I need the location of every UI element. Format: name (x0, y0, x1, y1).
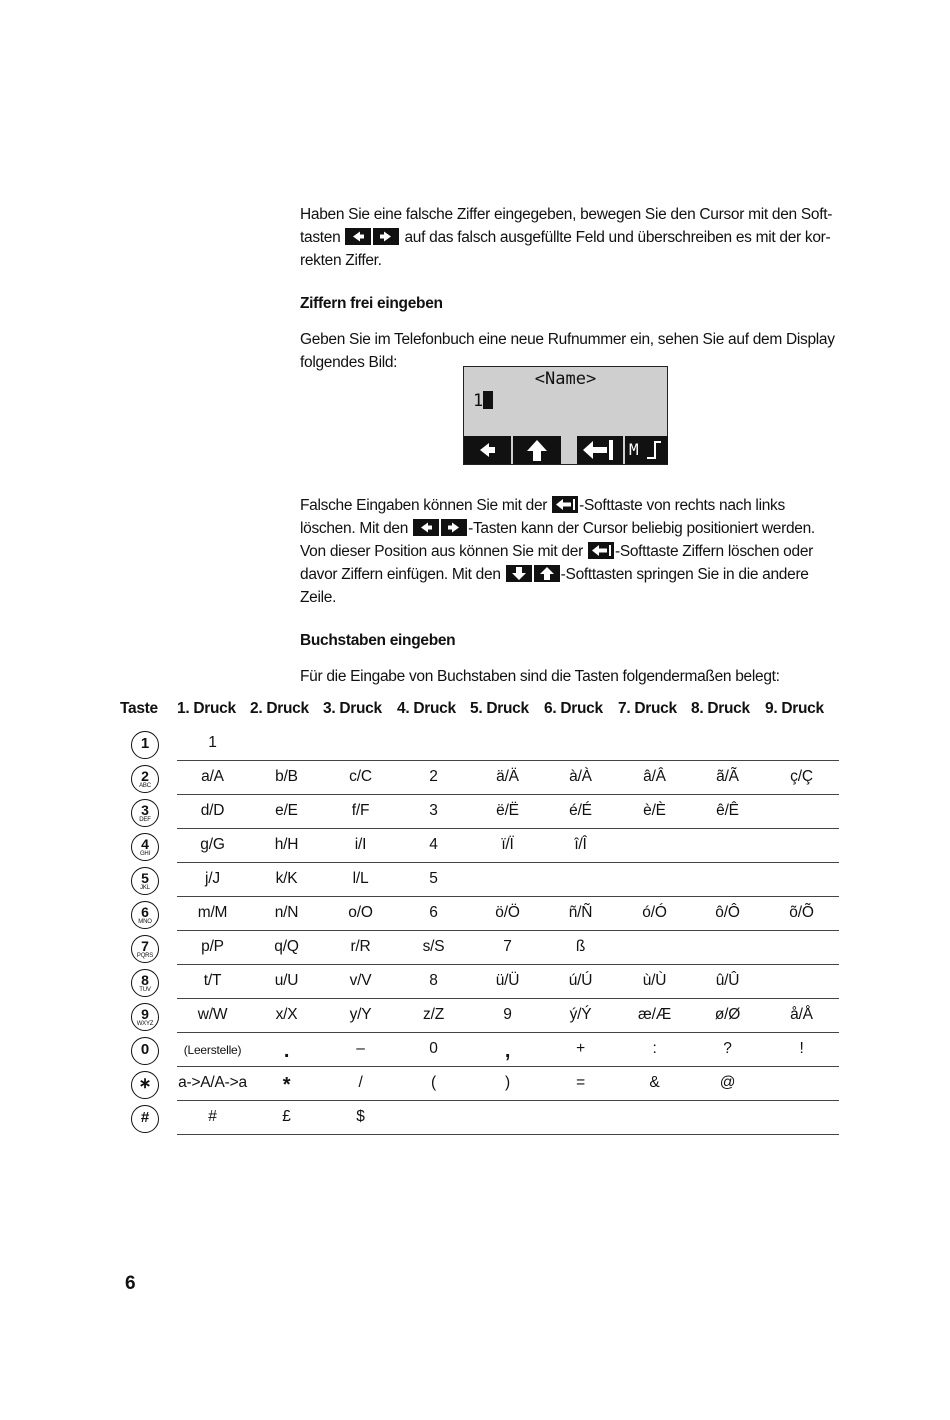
row-divider (177, 1134, 839, 1135)
table-cell: n/N (274, 904, 299, 921)
text-line: Geben Sie im Telefonbuch eine neue Rufnummer ein, sehen Sie auf dem Display (300, 331, 835, 348)
backspace-softkey-icon (588, 542, 614, 559)
table-cell: ß (575, 938, 586, 955)
table-cell: j/J (205, 870, 220, 887)
table-cell: ú/Ú (568, 972, 593, 989)
table-cell: û/Û (715, 972, 740, 989)
key-7-icon: 7 PQRS (131, 935, 159, 963)
key-10-icon: 0 (131, 1037, 159, 1065)
table-cell: d/D (200, 802, 225, 819)
row-divider (177, 998, 839, 999)
table-cell: 2 (429, 768, 438, 785)
table-cell: * (282, 1074, 291, 1096)
heading-buchstaben: Buchstaben eingeben (300, 632, 456, 649)
display-up-arrow-icon (513, 436, 561, 464)
left-arrow-softkey-icon (413, 519, 439, 536)
right-arrow-softkey-icon (373, 228, 399, 245)
table-cell: 3 (429, 802, 438, 819)
backspace-softkey-icon (552, 496, 578, 513)
table-cell: h/H (274, 836, 299, 853)
table-cell: ! (799, 1040, 804, 1057)
key-5-icon: 5 JKL (131, 867, 159, 895)
display-menu-key: M (625, 436, 668, 464)
cursor-block (483, 391, 493, 409)
table-cell: . (283, 1040, 290, 1062)
paragraph-cursor-intro (300, 203, 845, 272)
table-header: 8. Druck (691, 700, 750, 717)
table-cell: ä/Ä (496, 768, 519, 785)
table-cell: z/Z (423, 1006, 444, 1023)
text-line: folgendes Bild: (300, 354, 398, 371)
key-9-icon: 9 WXYZ (131, 1003, 159, 1031)
paragraph-letters-intro: Für die Eingabe von Buchstaben sind die Tasten folgendermaßen belegt: (300, 668, 780, 685)
table-cell: m/M (197, 904, 228, 921)
table-header: 3. Druck (323, 700, 382, 717)
table-cell: r/R (350, 938, 371, 955)
table-cell: + (576, 1040, 585, 1057)
table-cell: 0 (429, 1040, 438, 1057)
table-cell: o/O (348, 904, 373, 921)
table-cell: g/G (200, 836, 225, 853)
table-cell: 7 (503, 938, 512, 955)
up-arrow-softkey-icon (534, 565, 560, 582)
display-backspace-icon (577, 436, 623, 464)
key-4-icon: 4 GHI (131, 833, 159, 861)
table-cell: 6 (429, 904, 438, 921)
display-left-arrow-icon (464, 436, 511, 464)
text-line: davor Ziffern einfügen. Mit den -Softtasten springen Sie in die andere (300, 566, 809, 583)
table-cell: ê/Ê (716, 802, 739, 819)
key-12-icon: # (131, 1105, 159, 1133)
table-cell: ã/Ã (716, 768, 739, 785)
table-cell: x/X (275, 1006, 298, 1023)
table-cell: ñ/Ñ (568, 904, 593, 921)
table-cell: 4 (429, 836, 438, 853)
table-cell: t/T (203, 972, 222, 989)
table-cell: u/U (274, 972, 299, 989)
text-line: Zeile. (300, 589, 337, 606)
row-divider (177, 862, 839, 863)
text-line: Von dieser Position aus können Sie mit der -Softtaste Ziffern löschen oder (300, 543, 814, 560)
key-1-icon: 1 (131, 731, 159, 759)
table-cell: b/B (275, 768, 298, 785)
table-cell: â/Â (643, 768, 666, 785)
table-cell: = (576, 1074, 585, 1091)
row-divider (177, 760, 839, 761)
table-cell: / (358, 1074, 363, 1091)
table-cell: p/P (201, 938, 224, 955)
table-header: 1. Druck (177, 700, 236, 717)
row-divider (177, 1100, 839, 1101)
display-softkey-bar (464, 436, 667, 464)
table-cell: q/Q (274, 938, 299, 955)
row-divider (177, 930, 839, 931)
text-line: löschen. Mit den -Tasten kann der Cursor beliebig positioniert werden. (300, 520, 815, 537)
heading-ziffern: Ziffern frei eingeben (300, 295, 443, 312)
table-cell: & (649, 1074, 660, 1091)
table-header: 4. Druck (397, 700, 456, 717)
table-cell: ë/Ë (496, 802, 519, 819)
table-cell: ö/Ö (495, 904, 520, 921)
table-cell: õ/Õ (789, 904, 814, 921)
table-cell: $ (356, 1108, 365, 1125)
text-line: tasten auf das falsch ausgefüllte Feld und überschreiben es mit der kor- (300, 229, 831, 246)
row-divider (177, 794, 839, 795)
table-cell: ù/Ù (642, 972, 667, 989)
table-cell: : (652, 1040, 657, 1057)
table-cell: @ (719, 1074, 736, 1091)
table-cell: w/W (197, 1006, 228, 1023)
table-cell: l/L (352, 870, 369, 887)
row-divider (177, 896, 839, 897)
table-cell: ó/Ó (642, 904, 667, 921)
row-divider (177, 964, 839, 965)
row-divider (177, 1066, 839, 1067)
key-6-icon: 6 MNO (131, 901, 159, 929)
table-cell: , (504, 1040, 511, 1062)
table-cell: s/S (422, 938, 445, 955)
text-line: Falsche Eingaben können Sie mit der -Softtaste von rechts nach links (300, 497, 785, 514)
table-cell: î/Î (574, 836, 587, 853)
table-cell: ü/Ü (495, 972, 520, 989)
key-3-icon: 3 DEF (131, 799, 159, 827)
table-cell: ) (505, 1074, 510, 1091)
table-cell: # (208, 1108, 217, 1125)
table-cell: è/È (643, 802, 666, 819)
table-cell: v/V (349, 972, 372, 989)
paragraph-correction (300, 494, 845, 609)
key-11-icon: ∗ (131, 1071, 159, 1099)
table-cell: 1 (208, 734, 217, 751)
table-header: 7. Druck (618, 700, 677, 717)
table-cell: k/K (275, 870, 298, 887)
table-cell: å/Å (790, 1006, 813, 1023)
table-cell: ô/Ô (715, 904, 740, 921)
table-cell: ç/Ç (790, 768, 813, 785)
left-arrow-softkey-icon (345, 228, 371, 245)
down-arrow-softkey-icon (506, 565, 532, 582)
table-cell: ( (431, 1074, 436, 1091)
page-number: 6 (125, 1273, 136, 1294)
phone-display (463, 366, 668, 465)
table-cell: à/À (569, 768, 592, 785)
table-cell: e/E (275, 802, 298, 819)
text-line: rekten Ziffer. (300, 252, 382, 269)
table-cell: é/É (569, 802, 592, 819)
table-header: 5. Druck (470, 700, 529, 717)
row-divider (177, 1032, 839, 1033)
table-cell: 9 (503, 1006, 512, 1023)
text-line: Haben Sie eine falsche Ziffer eingegeben, bewegen Sie den Cursor mit den Soft- (300, 206, 833, 223)
table-cell: ï/Ï (501, 836, 514, 853)
table-cell: c/C (349, 768, 372, 785)
table-cell: y/Y (349, 1006, 372, 1023)
table-cell: (Leerstelle) (183, 1043, 242, 1057)
table-cell: a->A/A->a (178, 1074, 247, 1091)
table-header: 6. Druck (544, 700, 603, 717)
display-input-line: 1 (473, 391, 493, 411)
table-header: Taste (120, 700, 158, 717)
table-cell: æ/Æ (638, 1006, 671, 1023)
right-arrow-softkey-icon (441, 519, 467, 536)
table-cell: ? (723, 1040, 732, 1057)
row-divider (177, 828, 839, 829)
table-cell: ø/Ø (714, 1006, 741, 1023)
key-8-icon: 8 TUV (131, 969, 159, 997)
table-header: 9. Druck (765, 700, 824, 717)
table-cell: £ (282, 1108, 291, 1125)
key-2-icon: 2 ABC (131, 765, 159, 793)
table-cell: a/A (201, 768, 224, 785)
table-header: 2. Druck (250, 700, 309, 717)
table-cell: 5 (429, 870, 438, 887)
display-title: <Name> (534, 369, 597, 389)
table-cell: ý/Ý (569, 1006, 592, 1023)
table-cell: – (356, 1040, 365, 1057)
table-cell: i/I (354, 836, 367, 853)
table-cell: f/F (351, 802, 370, 819)
table-cell: 8 (429, 972, 438, 989)
